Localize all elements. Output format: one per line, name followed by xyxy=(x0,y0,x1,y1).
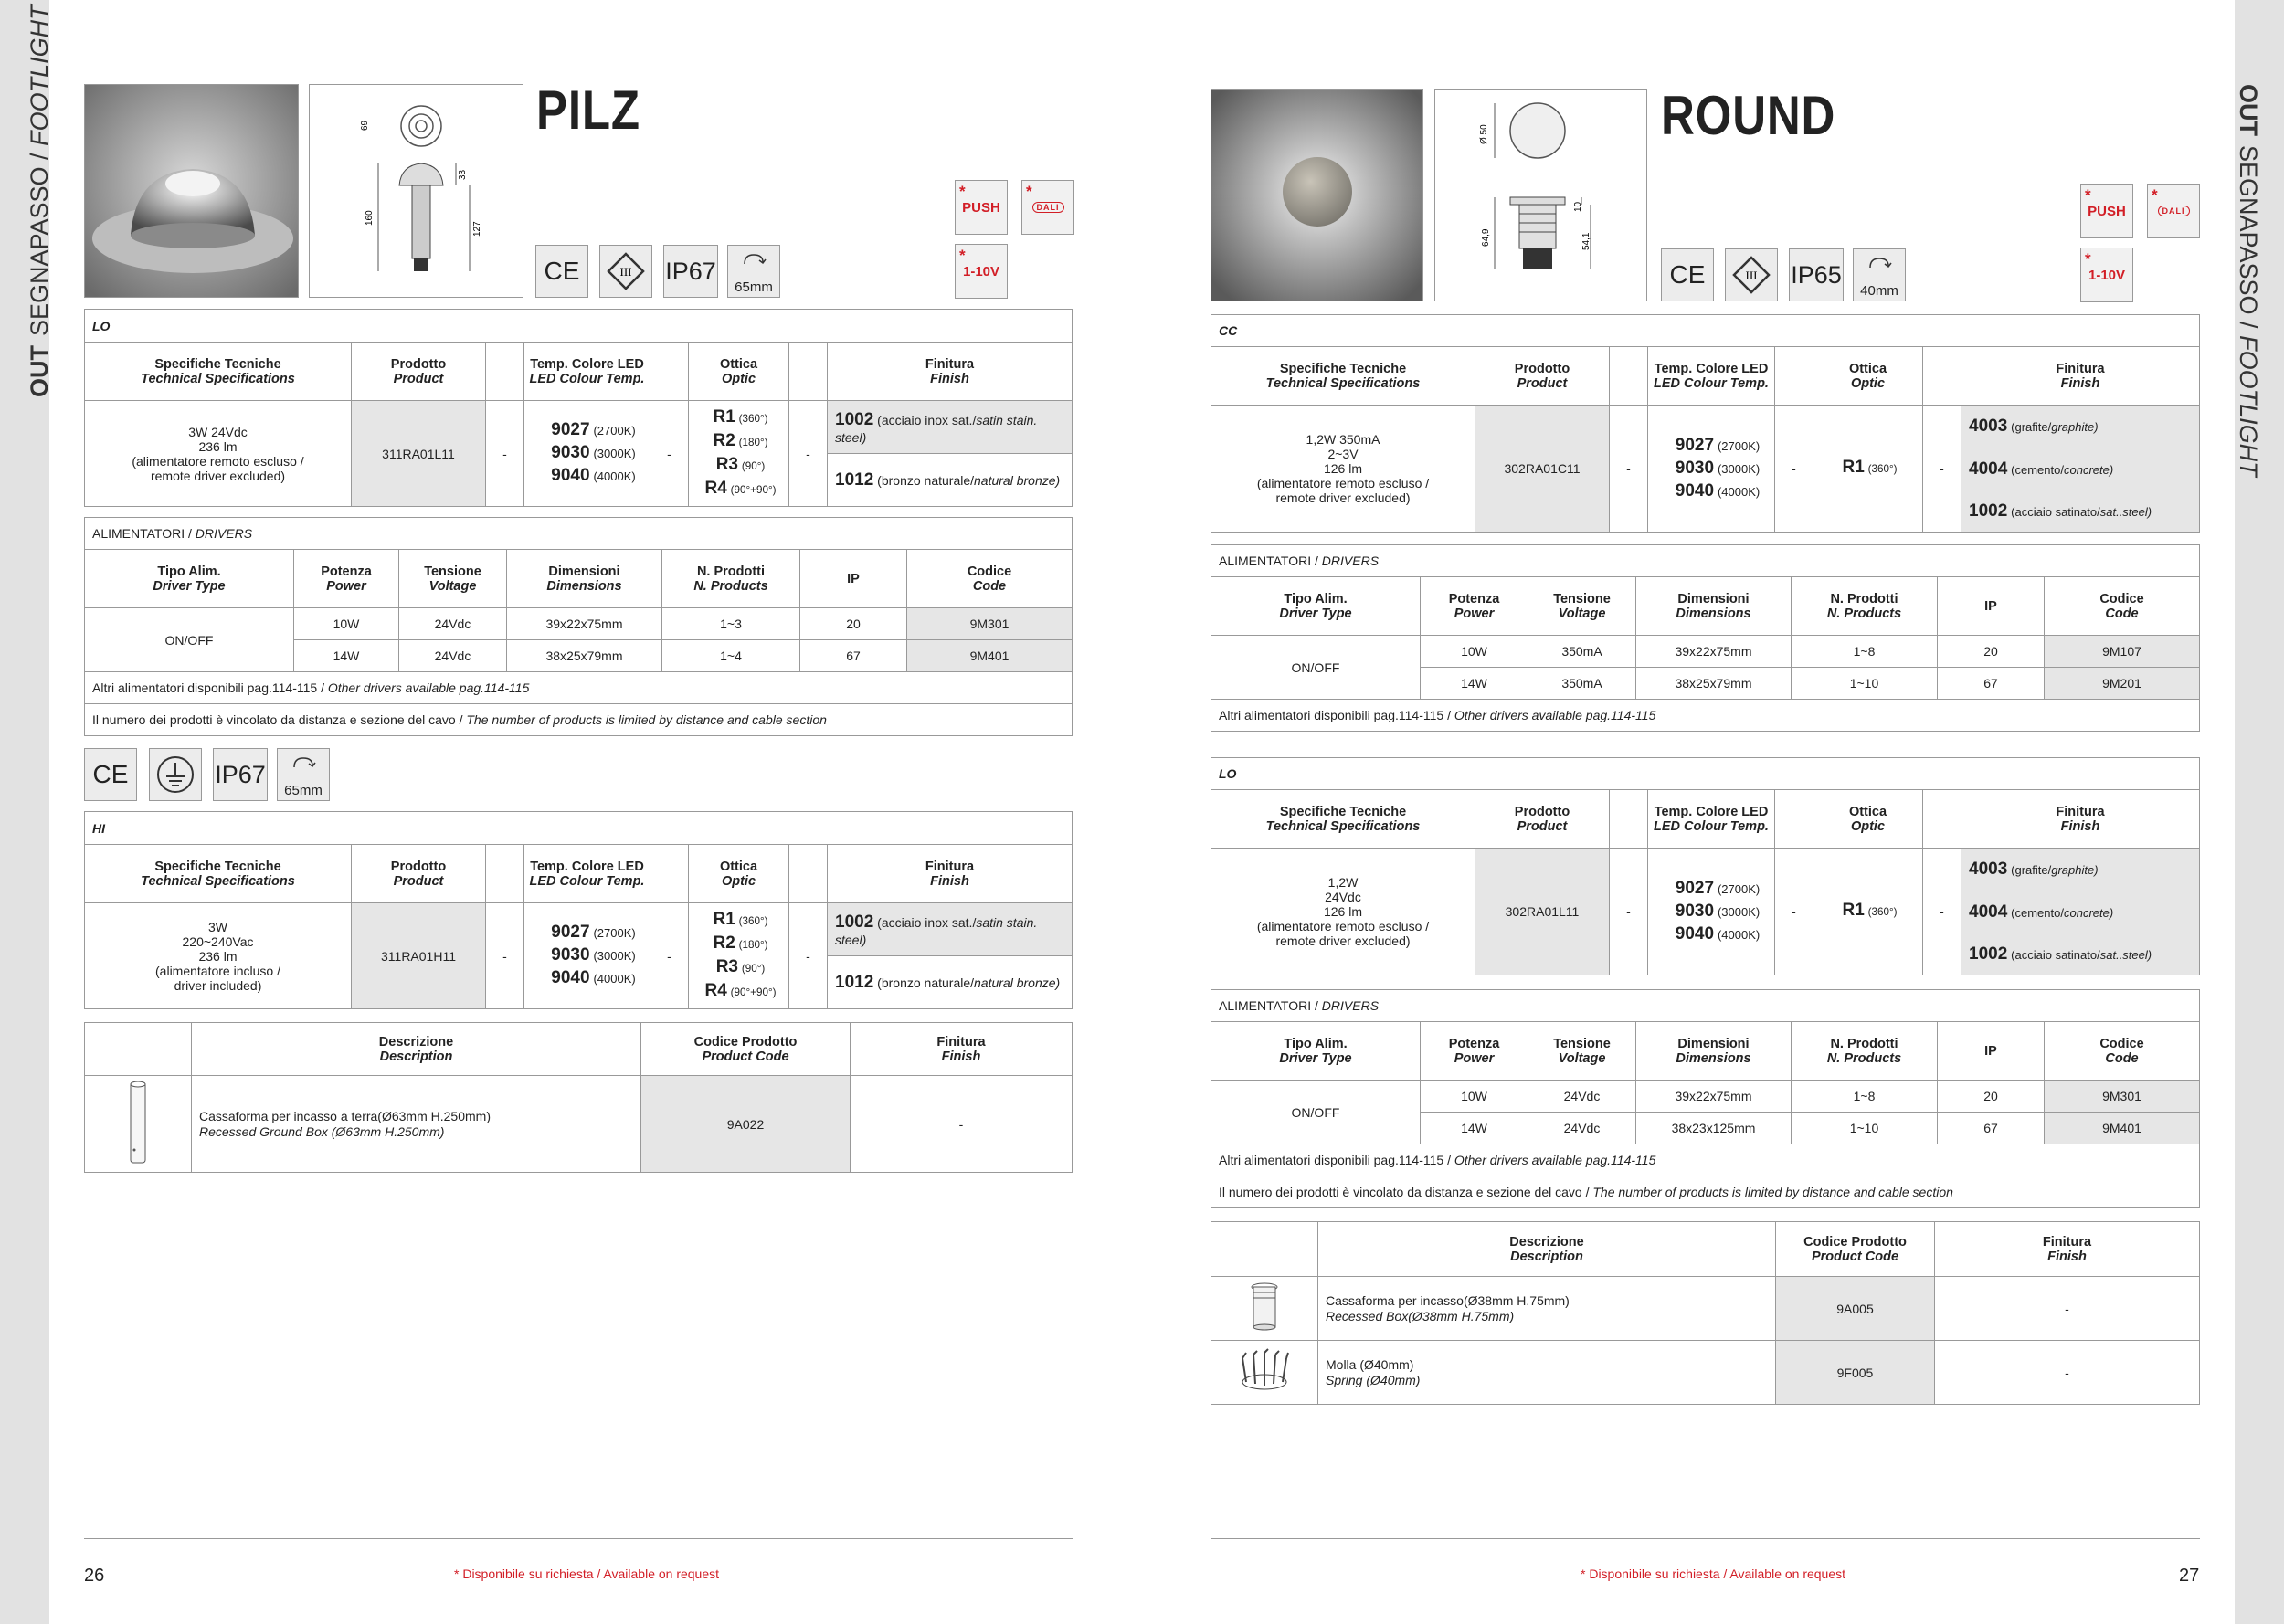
pilz-hi-table: HI Specifiche Tecniche Technical Specifications Prodotto Product Temp. Colore LED LED Colour Temp. Ottica Optic Finitura Finish 3W 220~240Vac 236 lm (alimentatore incluso / driver included) 311RA01H11 - 9027 (2700K) 9030 (3000K) 9040 (4000K) - R1 (360°) R2 (180°) R3 (90°) R4 (90°+90°) - 1002 (acciaio inox sat./satin stain. steel) 1012 (bronzo naturale/natural bronze) xyxy=(84,811,1073,1009)
col-temp: Temp. Colore LED LED Colour Temp. xyxy=(524,343,650,401)
driver-type: ON/OFF xyxy=(85,608,294,672)
round-drivers-table-cc: ALIMENTATORI / DRIVERS Tipo Alim. Driver Type Potenza Power Tensione Voltage Dimensioni Dimensions N. Prodotti N. Products IP Codice Code ON/OFF 10W 350mA 39x22x75mm 1~8 20 9M107 14W 350mA 38x25x79mm 1~10 67 9M201 Altri alimentatori disponibili pag.114-115 / Other drivers available pag.114-115 xyxy=(1211,544,2200,732)
pilz-lo-table: LO Specifiche Tecniche Technical Specifications Prodotto Product Temp. Colore LED LED Colour Temp. Ottica Optic Finitura Finish 3W 24Vdc 236 lm (alimentatore remoto escluso / remote driver excluded) 311RA01L11 - 9027 (2700K) 9030 (3000K) 9040 (4000K) - R1 (360°) R2 (180°) R3 (90°) R4 (90°+90°) - 1002 (acciaio inox sat./satin stain. steel) 1012 (bronzo naturale/natural bronze) xyxy=(84,309,1073,507)
colour-temps: 9027 (2700K) 9030 (3000K) 9040 (4000K) xyxy=(524,903,650,1009)
availability-note: * Disponibile su richiesta / Available on request xyxy=(454,1566,720,1581)
optics: R1 (360°) R2 (180°) R3 (90°) R4 (90°+90°) xyxy=(689,903,789,1009)
ce-mark-icon: CE xyxy=(84,748,137,801)
colour-temps: 9027 (2700K) 9030 (3000K) 9040 (4000K) xyxy=(1648,849,1775,975)
svg-text:64,9: 64,9 xyxy=(1481,228,1491,247)
dim-d: 127 xyxy=(472,221,482,237)
finish-1012: 1012 (bronzo naturale/natural bronze) xyxy=(828,956,1073,1009)
round-accessories-table: Descrizione Description Codice Prodotto Product Code Finitura Finish Cassaforma per incasso(Ø38mm H.75mm) Recessed Box(Ø38mm H.75mm) 9A005 - Molla (Ø40mm) Spring (Ø40mm) 9F005 - xyxy=(1211,1221,2200,1405)
col-optic: Ottica Optic xyxy=(689,343,789,401)
dim-b: 160 xyxy=(365,210,375,226)
pilz-accessories-table: Descrizione Description Codice Prodotto Product Code Finitura Finish Cassaforma per incasso a terra(Ø63mm H.250mm) Recessed Ground Box (Ø63mm H.250mm) 9A022 - xyxy=(84,1022,1073,1173)
spec-cell: 1,2W 350mA 2~3V 126 lm (alimentatore remoto escluso / remote driver excluded) xyxy=(1211,406,1475,533)
round-title: ROUND xyxy=(1661,85,1836,146)
svg-text:Ø 50: Ø 50 xyxy=(1479,124,1489,144)
product-code: 302RA01C11 xyxy=(1475,406,1610,533)
svg-text:54,1: 54,1 xyxy=(1581,232,1591,250)
recessed-box-image xyxy=(1211,1277,1318,1341)
optics: R1 (360°) R2 (180°) R3 (90°) R4 (90°+90°) xyxy=(689,401,789,507)
pilz-drivers-table: ALIMENTATORI / DRIVERS Tipo Alim. Driver Type Potenza Power Tensione Voltage Dimensioni Dimensions N. Prodotti N. Products IP Codice Code ON/OFF 10W 24Vdc 39x22x75mm 1~3 20 9M301 14W 24Vdc 38x25x79mm 1~4 67 9M401 Altri alimentatori disponibili pag.114-115 / Other drivers available pag.114-115 Il numero dei prodotti è vincolato da distanza e sezione del cavo / The number of products is limited by distance and cable section xyxy=(84,517,1073,736)
accessory-description: Cassaforma per incasso a terra(Ø63mm H.250mm) Recessed Ground Box (Ø63mm H.250mm) xyxy=(192,1076,641,1173)
page-number: 26 xyxy=(84,1566,105,1586)
dali-badge: * DALI xyxy=(2147,184,2200,238)
spec-cell: 3W 220~240Vac 236 lm (alimentatore incluso / driver included) xyxy=(85,903,352,1009)
drivers-note: Il numero dei prodotti è vincolato da distanza e sezione del cavo / The number of products is limited by distance and cable section xyxy=(85,704,1073,736)
colour-temps: 9027 (2700K) 9030 (3000K) 9040 (4000K) xyxy=(1648,406,1775,533)
round-product-photo xyxy=(1211,89,1423,301)
product-code: 302RA01L11 xyxy=(1475,849,1610,975)
page-number: 27 xyxy=(2179,1566,2200,1586)
round-technical-drawing xyxy=(1434,89,1647,301)
product-code: 311RA01L11 xyxy=(352,401,486,507)
section-label: HI xyxy=(85,812,1073,845)
driver-code: 9M107 xyxy=(2045,636,2200,668)
col-spec: Specifiche Tecniche Technical Specifications xyxy=(85,343,352,401)
finish-1012: 1012 (bronzo naturale/natural bronze) xyxy=(828,454,1073,507)
col-product: Prodotto Product xyxy=(352,343,486,401)
accessory-code: 9F005 xyxy=(1776,1341,1935,1405)
push-badge: * PUSH xyxy=(955,180,1008,235)
accessory-code: 9A005 xyxy=(1776,1277,1935,1341)
hole-size: 65mm xyxy=(735,279,773,295)
dim-a: 69 xyxy=(360,120,370,131)
ground-box-image xyxy=(85,1076,192,1173)
ip-rating: IP67 xyxy=(663,245,718,298)
1-10v-badge: * 1-10V xyxy=(2080,248,2133,302)
hole-size-icon xyxy=(727,245,780,298)
push-badge: * PUSH xyxy=(2080,184,2133,238)
product-code: 311RA01H11 xyxy=(352,903,486,1009)
ce-mark-icon: CE xyxy=(535,245,588,298)
colour-temps: 9027 (2700K) 9030 (3000K) 9040 (4000K) xyxy=(524,401,650,507)
accessory-finish: - xyxy=(851,1076,1073,1173)
hole-size-icon: 65mm xyxy=(277,748,330,801)
right-side-label: OUTSEGNAPASSO / FOOTLIGHT xyxy=(2235,84,2262,477)
optics: R1 (360°) xyxy=(1813,406,1923,533)
round-lo-table: LO Specifiche Tecniche Technical Specifications Prodotto Product Temp. Colore LED LED Colour Temp. Ottica Optic Finitura Finish 1,2W 24Vdc 126 lm (alimentatore remoto escluso / remote driver excluded) 302RA01L11 - 9027 (2700K) 9030 (3000K) 9040 (4000K) - R1 (360°) - 4003 (grafite/graphite) 4004 (cemento/concrete) 1002 (acciaio satinato/sat..steel) xyxy=(1211,757,2200,975)
svg-text:III: III xyxy=(1745,269,1758,282)
driver-code: 9M301 xyxy=(2045,1081,2200,1113)
pilz-technical-drawing xyxy=(309,84,523,298)
ip-rating: IP67 xyxy=(213,748,268,801)
dali-badge: * DALI xyxy=(1021,180,1074,235)
ip-rating: IP65 xyxy=(1789,248,1844,301)
section-label: LO xyxy=(85,310,1073,343)
dim-c: 33 xyxy=(458,169,468,180)
footer-line xyxy=(84,1538,1073,1539)
pilz-title: PILZ xyxy=(536,79,640,141)
footer-line xyxy=(1211,1538,2200,1539)
spec-cell: 3W 24Vdc 236 lm (alimentatore remoto escluso / remote driver excluded) xyxy=(85,401,352,507)
availability-note: * Disponibile su richiesta / Available on request xyxy=(1581,1566,1846,1581)
driver-code: 9M301 xyxy=(907,608,1073,640)
finish-1002: 1002 (acciaio inox sat./satin stain. steel) xyxy=(828,401,1073,454)
col-finish: Finitura Finish xyxy=(828,343,1073,401)
earth-ground-icon xyxy=(149,748,202,801)
svg-text:III: III xyxy=(619,265,632,279)
finish-1002: 1002 (acciaio inox sat./satin stain. steel) xyxy=(828,903,1073,956)
accessory-code: 9A022 xyxy=(641,1076,851,1173)
round-cc-table: CC Specifiche Tecniche Technical Specifications Prodotto Product Temp. Colore LED LED Colour Temp. Ottica Optic Finitura Finish 1,2W 350mA 2~3V 126 lm (alimentatore remoto escluso / remote driver excluded) 302RA01C11 - 9027 (2700K) 9030 (3000K) 9040 (4000K) - R1 (360°) - 4003 (grafite/graphite) 4004 (cemento/concrete) 1002 (acciaio satinato/sat..steel) xyxy=(1211,314,2200,533)
class-iii-icon xyxy=(599,245,652,298)
class-iii-icon xyxy=(1725,248,1778,301)
round-drivers-table-lo: ALIMENTATORI / DRIVERS Tipo Alim. Driver Type Potenza Power Tensione Voltage Dimensioni Dimensions N. Prodotti N. Products IP Codice Code ON/OFF 10W 24Vdc 39x22x75mm 1~8 20 9M301 14W 24Vdc 38x23x125mm 1~10 67 9M401 Altri alimentatori disponibili pag.114-115 / Other drivers available pag.114-115 Il numero dei prodotti è vincolato da distanza e sezione del cavo / The number of products is limited by distance and cable section xyxy=(1211,989,2200,1208)
svg-text:10: 10 xyxy=(1573,201,1583,212)
spring-image xyxy=(1211,1341,1318,1405)
hole-size-icon: 40mm xyxy=(1853,248,1906,301)
drivers-title: ALIMENTATORI / DRIVERS xyxy=(85,518,1073,550)
ce-mark-icon: CE xyxy=(1661,248,1714,301)
drivers-note: Altri alimentatori disponibili pag.114-115 / Other drivers available pag.114-115 xyxy=(85,672,1073,704)
spec-cell: 1,2W 24Vdc 126 lm (alimentatore remoto escluso / remote driver excluded) xyxy=(1211,849,1475,975)
optics: R1 (360°) xyxy=(1813,849,1923,975)
driver-code: 9M401 xyxy=(907,640,1073,672)
pilz-product-photo xyxy=(84,84,299,298)
driver-code: 9M401 xyxy=(2045,1113,2200,1144)
left-side-label: OUTSEGNAPASSO / FOOTLIGHT xyxy=(26,5,53,397)
driver-code: 9M201 xyxy=(2045,668,2200,700)
1-10v-badge: * 1-10V xyxy=(955,244,1008,299)
